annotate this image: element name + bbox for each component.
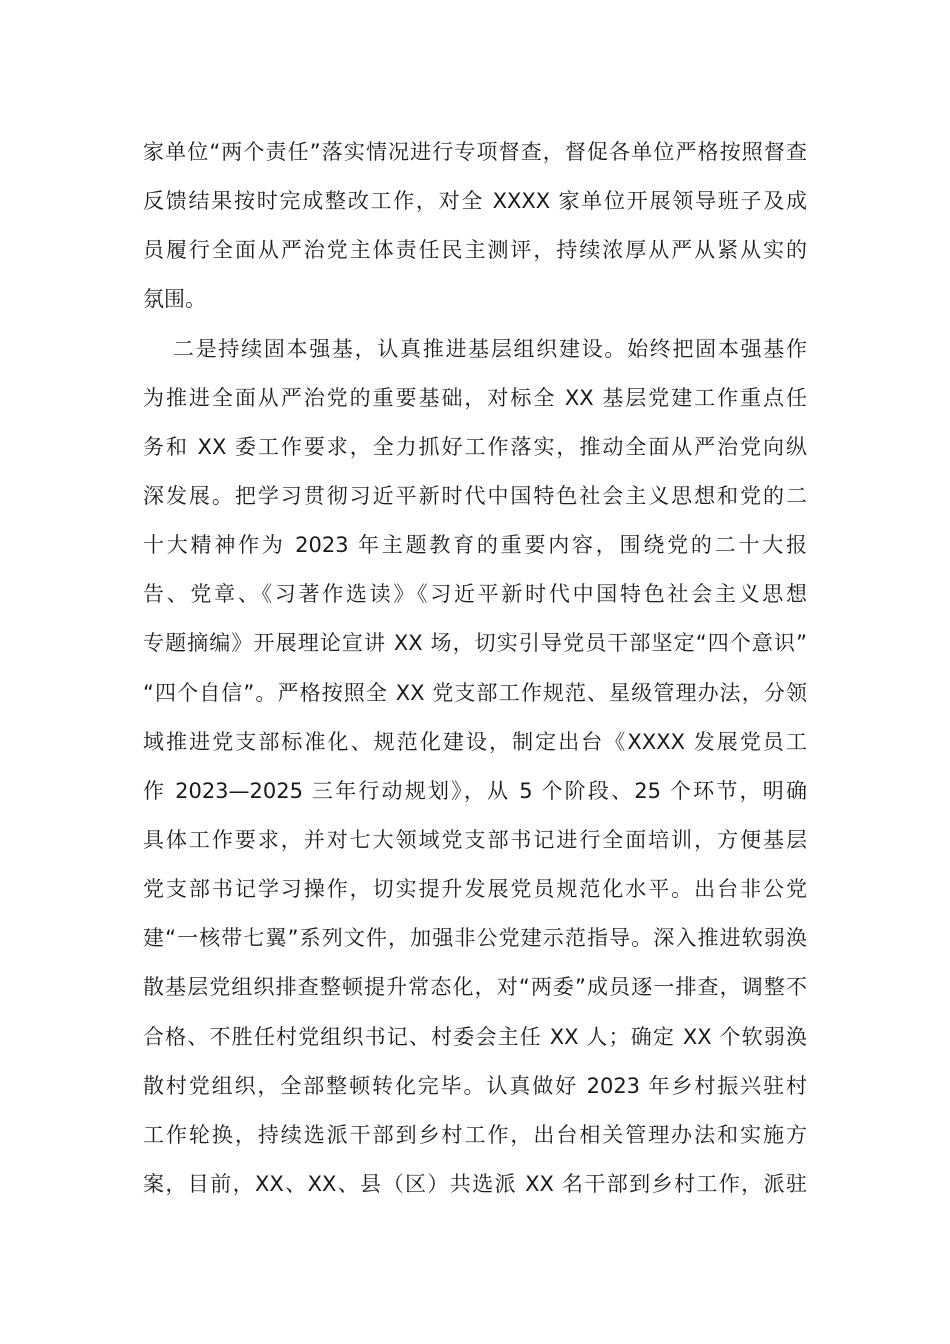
text-line: 家单位“两个责任”落实情况进行专项督查，督促各单位严格按照督查 (143, 140, 807, 164)
text-line: 反馈结果按时完成整改工作，对全 XXXX 家单位开展领导班子及成 (143, 189, 807, 214)
text-line: 党支部书记学习操作，切实提升发展党员规范化水平。出台非公党 (143, 877, 807, 902)
text-line: 专题摘编》开展理论宣讲 XX 场，切实引导党员干部坚定“四个意识” (143, 631, 807, 656)
text-line: 告、党章、《习著作选读》《习近平新时代中国特色社会主义思想 (143, 582, 807, 607)
text-line: 务和 XX 委工作要求，全力抓好工作落实，推动全面从严治党向纵 (143, 434, 807, 459)
text-line: 深发展。把学习贯彻习近平新时代中国特色社会主义思想和党的二 (143, 483, 807, 508)
text-line: 为推进全面从严治党的重要基础，对标全 XX 基层党建工作重点任 (143, 385, 807, 410)
text-line: 具体工作要求，并对七大领域党支部书记进行全面培训，方便基层 (143, 827, 807, 852)
text-line: 合格、不胜任村党组织书记、村委会主任 XX 人；确定 XX 个软弱涣 (143, 1024, 807, 1049)
text-line: 十大精神作为 2023 年主题教育的重要内容，围绕党的二十大报 (143, 533, 807, 558)
text-line: 建“一核带七翼”系列文件，加强非公党建示范指导。深入推进软弱涣 (143, 926, 807, 951)
text-line: 域推进党支部标准化、规范化建设，制定出台《XXXX 发展党员工 (143, 729, 807, 754)
paragraph-first-line: 二是持续固本强基，认真推进基层组织建设。始终把固本强基作 (173, 336, 807, 361)
text-line: 员履行全面从严治党主体责任民主测评，持续浓厚从严从紧从实的 (143, 238, 807, 263)
text-line: 散村党组织，全部整顿转化完毕。认真做好 2023 年乡村振兴驻村 (143, 1073, 807, 1098)
text-line: 散基层党组织排查整顿提升常态化，对“两委”成员逐一排查，调整不 (143, 975, 807, 1000)
text-line: 氛围。 (143, 287, 206, 312)
body-text (143, 128, 807, 1209)
text-line: 作 2023—2025 三年行动规划》，从 5 个阶段、25 个环节，明确 (143, 778, 807, 803)
text-line: 案，目前，XX、XX、县（区）共选派 XX 名干部到乡村工作，派驻 (143, 1171, 807, 1196)
text-line: 工作轮换，持续选派干部到乡村工作，出台相关管理办法和实施方 (143, 1122, 807, 1147)
text-line: “四个自信”。严格按照全 XX 党支部工作规范、星级管理办法，分领 (143, 680, 807, 705)
